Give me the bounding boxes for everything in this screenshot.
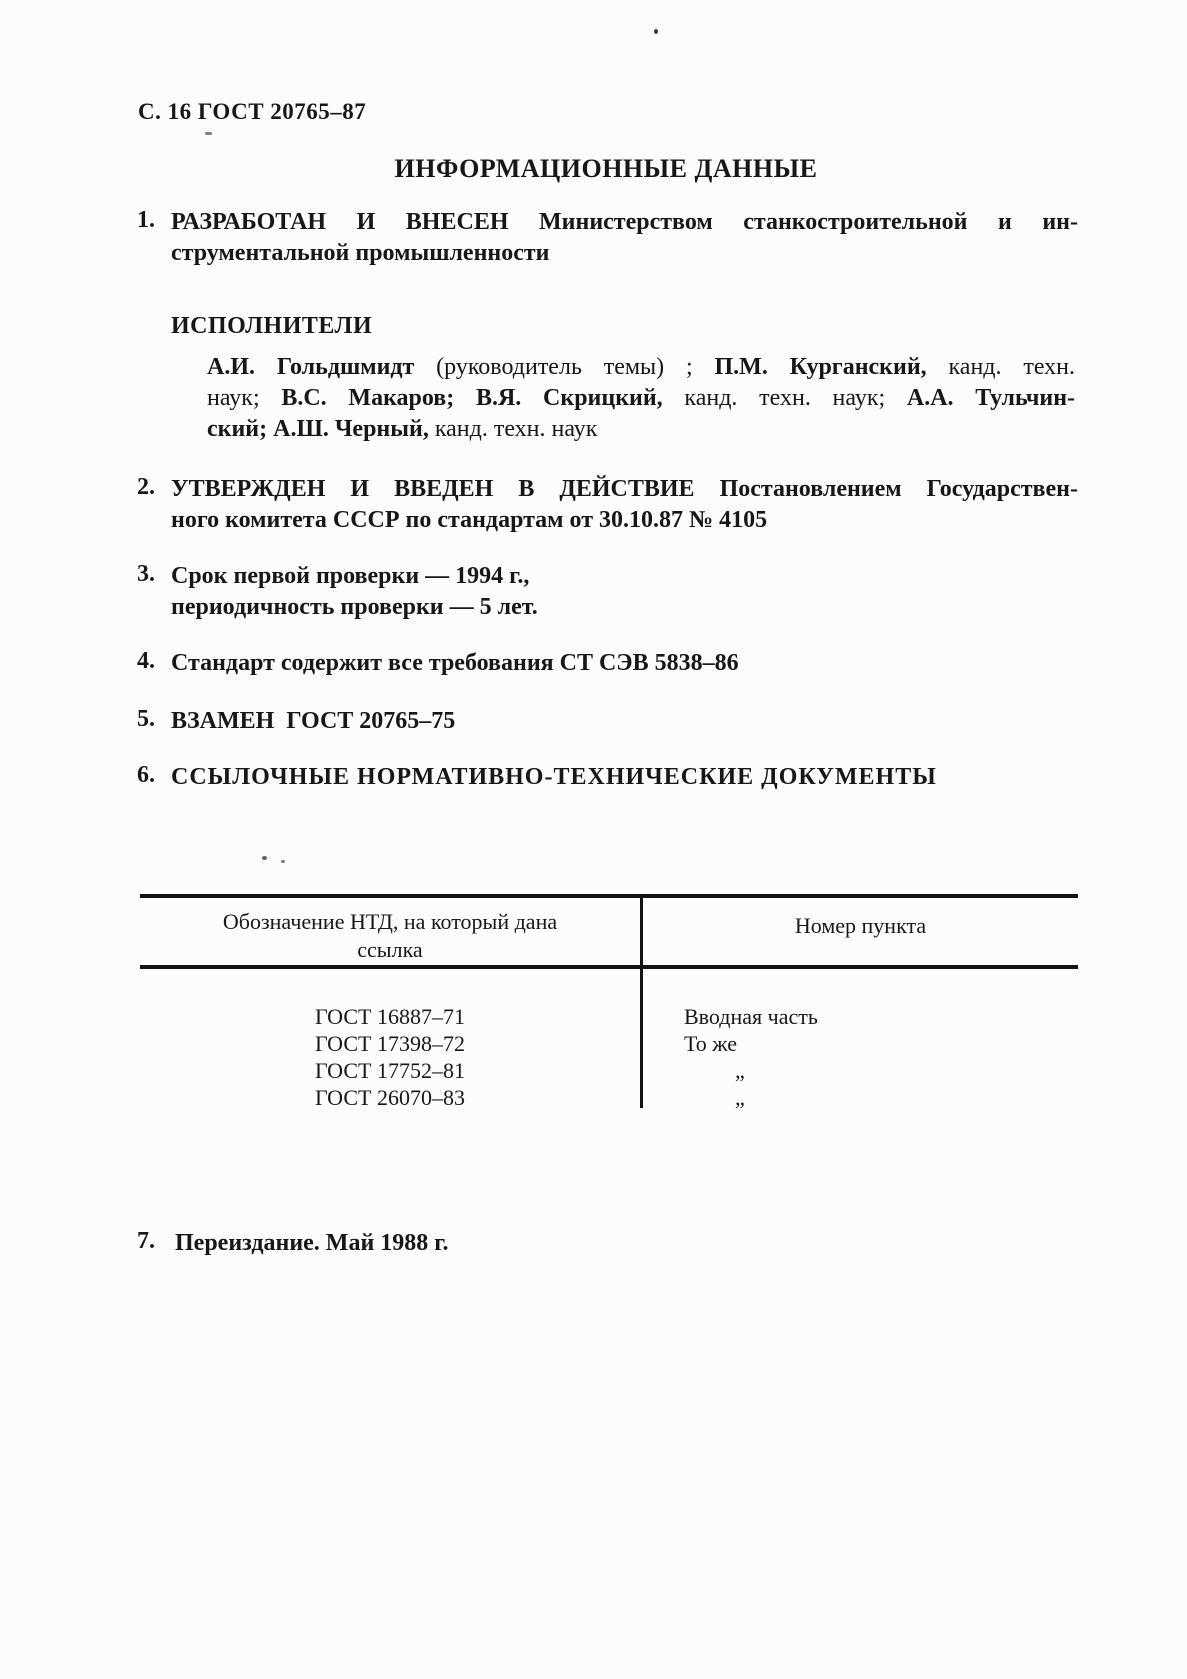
item-6-text: ССЫЛОЧНЫЕ НОРМАТИВНО-ТЕХНИЧЕСКИЕ ДОКУМЕНТЫ bbox=[171, 764, 937, 790]
item-5-number: 5. bbox=[137, 706, 155, 732]
table-row bbox=[140, 1003, 1078, 1030]
item-7-text: Переиздание. Май 1988 г. bbox=[175, 1230, 449, 1256]
item-2-text bbox=[171, 474, 1078, 536]
table-body bbox=[140, 1003, 1078, 1111]
item-4 bbox=[137, 648, 1078, 679]
executors-list bbox=[207, 352, 1075, 445]
table-header-ntd bbox=[140, 908, 640, 964]
item-6 bbox=[137, 762, 1078, 793]
executors-line-2: наук; В.С. Макаров; В.Я. Скрицкий, канд. техн. наук; А.А. Тульчин- bbox=[207, 385, 1076, 411]
item-3 bbox=[137, 561, 1078, 623]
scan-speck bbox=[281, 860, 285, 863]
item-7-number: 7. bbox=[137, 1228, 155, 1254]
item-7 bbox=[137, 1228, 1078, 1259]
item-1 bbox=[137, 207, 1078, 269]
table-top-rule bbox=[140, 894, 1078, 898]
item-3-line-2: периодичность проверки — 5 лет. bbox=[171, 594, 538, 620]
table-row bbox=[140, 1057, 1078, 1084]
table-header-ntd-line-1: Обозначение НТД, на который дана bbox=[222, 909, 558, 934]
executors-heading: ИСПОЛНИТЕЛИ bbox=[171, 313, 373, 339]
item-1-text bbox=[171, 207, 1078, 269]
scan-speck bbox=[262, 856, 267, 860]
references-table bbox=[140, 894, 1078, 1120]
table-header-separator bbox=[140, 965, 1078, 969]
item-6-number: 6. bbox=[137, 762, 155, 788]
scan-speck bbox=[654, 29, 658, 34]
table-header-punkt: Номер пункта bbox=[794, 913, 927, 938]
executors-line-3: ский; А.Ш. Черный, канд. техн. наук bbox=[207, 416, 598, 442]
table-cell-punkt: То же bbox=[684, 1031, 737, 1056]
document-title: ИНФОРМАЦИОННЫЕ ДАННЫЕ bbox=[394, 154, 818, 183]
item-3-text bbox=[171, 561, 1078, 623]
item-1-line-2: струментальной промышленности bbox=[171, 240, 550, 266]
item-2-line-2: ного комитета СССР по стандартам от 30.10.87 № 4105 bbox=[171, 507, 768, 533]
item-2 bbox=[137, 474, 1078, 536]
page-header: С. 16 ГОСТ 20765–87 bbox=[138, 99, 367, 124]
item-5-text: ВЗАМЕН ГОСТ 20765–75 bbox=[171, 708, 456, 734]
item-3-line-1: Срок первой проверки — 1994 г., bbox=[171, 563, 530, 589]
table-header-ntd-line-2: ссылка bbox=[357, 937, 423, 962]
table-cell-punkt-ditto: „ bbox=[735, 1058, 746, 1083]
table-row bbox=[140, 1030, 1078, 1057]
item-2-line-1: УТВЕРЖДЕН И ВВЕДЕН В ДЕЙСТВИЕ Постановлением Государствен- bbox=[171, 476, 1078, 502]
table-row bbox=[140, 1084, 1078, 1111]
executors-line-1: А.И. Гольдшмидт (руководитель темы) ; П.М. Курганский, канд. техн. bbox=[207, 354, 1076, 380]
table-cell-ntd: ГОСТ 26070–83 bbox=[315, 1085, 465, 1110]
item-3-number: 3. bbox=[137, 561, 155, 587]
item-1-line-1: РАЗРАБОТАН И ВНЕСЕН Министерством станкостроительной и ин- bbox=[171, 209, 1078, 235]
table-cell-ntd: ГОСТ 17398–72 bbox=[315, 1031, 465, 1056]
table-cell-punkt-ditto: „ bbox=[735, 1085, 746, 1110]
table-cell-punkt: Вводная часть bbox=[684, 1004, 818, 1029]
table-cell-ntd: ГОСТ 16887–71 bbox=[315, 1004, 465, 1029]
item-2-number: 2. bbox=[137, 474, 155, 500]
table-cell-ntd: ГОСТ 17752–81 bbox=[315, 1058, 465, 1083]
item-1-number: 1. bbox=[137, 207, 155, 233]
item-4-text: Стандарт содержит все требования СТ СЭВ 5838–86 bbox=[171, 650, 739, 676]
item-4-number: 4. bbox=[137, 648, 155, 674]
scan-speck bbox=[205, 132, 212, 135]
item-5 bbox=[137, 706, 1078, 737]
